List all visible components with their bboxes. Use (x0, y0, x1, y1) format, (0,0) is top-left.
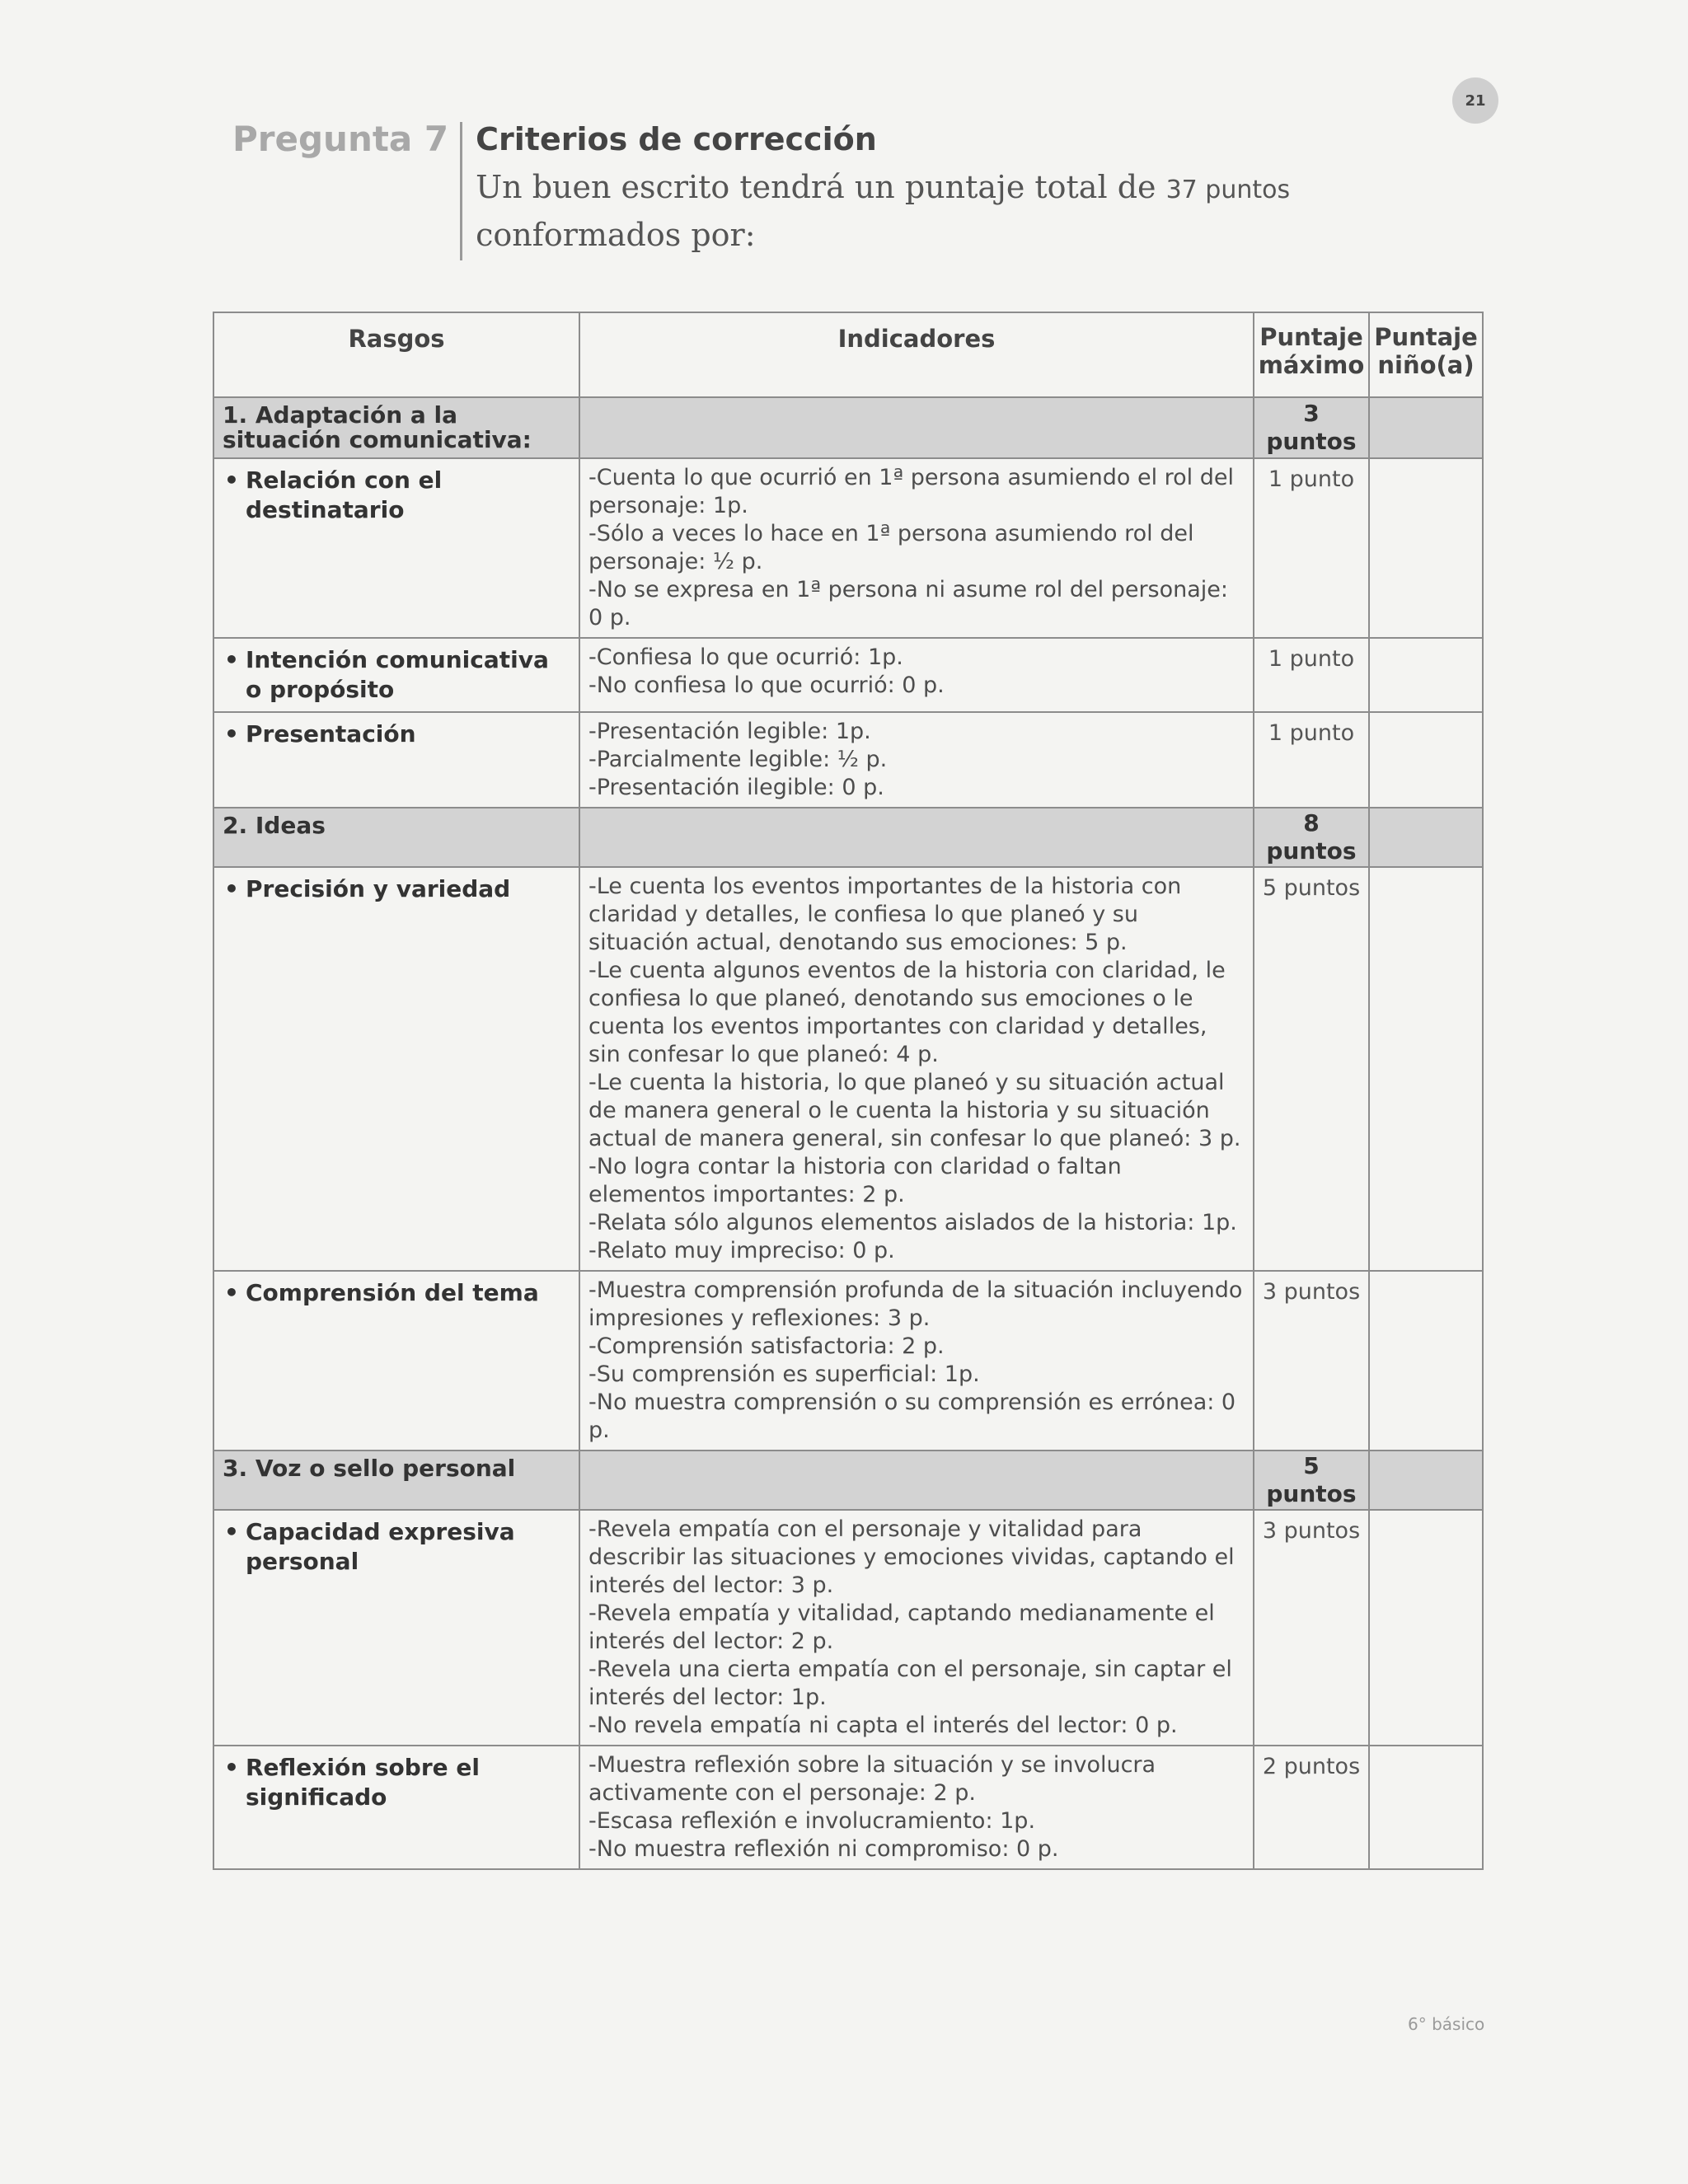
indicator-line: -Comprensión satisfactoria: 2 p. (588, 1333, 945, 1359)
header-row (213, 312, 1483, 397)
bullet-icon: • (224, 1279, 239, 1306)
indicator-line: -Presentación legible: 1p. (588, 719, 871, 744)
indicator-line: -Parcialmente legible: ½ p. (588, 747, 888, 772)
section-max-points: 8 puntos (1254, 808, 1369, 867)
child-score-cell (1369, 1510, 1483, 1746)
indicator-line: -Relato muy impreciso: 0 p. (588, 1238, 895, 1263)
indicators-cell (579, 867, 1254, 1271)
indicators-cell (579, 638, 1254, 712)
question-header (232, 114, 1300, 260)
indicator-line: -Su comprensión es superficial: 1p. (588, 1361, 980, 1387)
page-number: 21 (1452, 77, 1498, 124)
trait-label: Capacidad expresiva personal (246, 1518, 515, 1575)
bullet-icon: • (224, 720, 239, 748)
indicator-line: -Muestra reflexión sobre la situación y se involucra activamente con el personaje: 2 p. (588, 1752, 1156, 1806)
trait-cell (213, 1510, 579, 1746)
indicator-line: -No confiesa lo que ocurrió: 0 p. (588, 673, 945, 698)
bullet-icon: • (224, 1754, 239, 1781)
child-score-cell (1369, 1746, 1483, 1869)
indicator-line: -No muestra comprensión o su comprensión es errónea: 0 p. (588, 1390, 1236, 1443)
trait-max-points: 1 punto (1254, 712, 1369, 808)
trait-row (213, 1746, 1483, 1869)
indicator-line: -No se expresa en 1ª persona ni asume rol del personaje: 0 p. (588, 577, 1228, 630)
question-label: Pregunta 7 (232, 119, 449, 159)
child-score-cell (1369, 712, 1483, 808)
trait-row (213, 638, 1483, 712)
indicator-line: -Le cuenta los eventos importantes de la historia con claridad y detalles, le confiesa lo que planeó y su situación actual, denotando sus emociones: 5 p. (588, 874, 1182, 955)
section-child-score (1369, 1451, 1483, 1510)
trait-cell (213, 712, 579, 808)
indicators-cell (579, 458, 1254, 638)
section-label: 1. Adaptación a la situación comunicativa: (213, 397, 579, 458)
child-score-cell (1369, 867, 1483, 1271)
trait-label: Precisión y variedad (246, 875, 511, 902)
trait-max-points: 1 punto (1254, 638, 1369, 712)
bullet-icon: • (224, 466, 239, 494)
bullet-icon: • (224, 1518, 239, 1545)
indicator-line: -Relata sólo algunos elementos aislados de la historia: 1p. (588, 1210, 1237, 1235)
section-row (213, 808, 1483, 867)
subtitle-end: conformados por: (476, 217, 756, 253)
indicators-cell (579, 1271, 1254, 1451)
rubric-body (213, 397, 1483, 1869)
section-child-score (1369, 808, 1483, 867)
child-score-cell (1369, 458, 1483, 638)
trait-row (213, 458, 1483, 638)
indicators-cell (579, 1510, 1254, 1746)
indicators-cell (579, 712, 1254, 808)
trait-cell (213, 867, 579, 1271)
trait-label: Comprensión del tema (246, 1279, 539, 1306)
section-row (213, 1451, 1483, 1510)
header-text (462, 114, 1300, 257)
trait-max-points: 3 puntos (1254, 1271, 1369, 1451)
trait-label: Reflexión sobre el significado (246, 1754, 480, 1811)
indicator-line: -Revela empatía con el personaje y vitalidad para describir las situaciones y emociones vividas, captando el interés del lector: 3 p. (588, 1516, 1235, 1598)
indicator-line: -Presentación ilegible: 0 p. (588, 775, 884, 800)
trait-label: Relación con el destinatario (246, 466, 443, 523)
indicator-line: -Sólo a veces lo hace en 1ª persona asumiendo rol del personaje: ½ p. (588, 521, 1194, 574)
section-label: 3. Voz o sello personal (213, 1451, 579, 1510)
section-indicators-empty (579, 397, 1254, 458)
section-max-points: 3 puntos (1254, 397, 1369, 458)
trait-cell (213, 458, 579, 638)
subtitle-text: Un buen escrito tendrá un puntaje total de (476, 169, 1166, 205)
indicator-line: -Cuenta lo que ocurrió en 1ª persona asumiendo el rol del personaje: 1p. (588, 465, 1235, 518)
indicator-line: -Le cuenta la historia, lo que planeó y su situación actual de manera general o le cuenta la historia y su situación actual de manera general, sin confesar lo que planeó: 3 p. (588, 1070, 1241, 1151)
indicator-line: -Revela una cierta empatía con el personaje, sin captar el interés del lector: 1p. (588, 1657, 1232, 1710)
trait-max-points: 5 puntos (1254, 867, 1369, 1271)
section-label: 2. Ideas (213, 808, 579, 867)
header-max-points: Puntaje máximo (1254, 312, 1369, 397)
indicator-line: -Confiesa lo que ocurrió: 1p. (588, 644, 903, 670)
indicator-line: -Revela empatía y vitalidad, captando medianamente el interés del lector: 2 p. (588, 1601, 1215, 1654)
indicator-line: -Muestra comprensión profunda de la situación incluyendo impresiones y reflexiones: 3 p. (588, 1277, 1243, 1331)
criteria-subtitle (476, 165, 1300, 257)
rubric-table (213, 312, 1484, 1870)
child-score-cell (1369, 638, 1483, 712)
footer-grade: 6° básico (1408, 2014, 1485, 2034)
indicators-cell (579, 1746, 1254, 1869)
criteria-title: Criterios de corrección (476, 121, 877, 157)
indicator-line: -Le cuenta algunos eventos de la historia con claridad, le confiesa lo que planeó, denotando sus emociones o le cuenta los eventos importantes con claridad y detalles, sin confesar lo que planeó: 4 p. (588, 958, 1226, 1067)
trait-row (213, 712, 1483, 808)
section-max-points: 5 puntos (1254, 1451, 1369, 1510)
section-indicators-empty (579, 808, 1254, 867)
trait-max-points: 3 puntos (1254, 1510, 1369, 1746)
indicator-line: -No logra contar la historia con claridad o faltan elementos importantes: 2 p. (588, 1154, 1122, 1207)
section-child-score (1369, 397, 1483, 458)
trait-row (213, 867, 1483, 1271)
header-indicators: Indicadores (579, 312, 1254, 397)
child-score-cell (1369, 1271, 1483, 1451)
trait-max-points: 2 puntos (1254, 1746, 1369, 1869)
trait-cell (213, 638, 579, 712)
trait-label: Presentación (246, 720, 416, 748)
trait-row (213, 1510, 1483, 1746)
header-child-points: Puntaje niño(a) (1369, 312, 1483, 397)
trait-cell (213, 1746, 579, 1869)
trait-label: Intención comunicativa o propósito (246, 646, 549, 703)
trait-cell (213, 1271, 579, 1451)
header-traits: Rasgos (213, 312, 579, 397)
trait-row (213, 1271, 1483, 1451)
indicator-line: -No revela empatía ni capta el interés del lector: 0 p. (588, 1713, 1178, 1738)
bullet-icon: • (224, 646, 239, 673)
indicator-line: -No muestra reflexión ni compromiso: 0 p. (588, 1836, 1059, 1862)
total-points: 37 puntos (1165, 176, 1291, 204)
trait-max-points: 1 punto (1254, 458, 1369, 638)
bullet-icon: • (224, 875, 239, 902)
indicator-line: -Escasa reflexión e involucramiento: 1p. (588, 1808, 1036, 1834)
section-row (213, 397, 1483, 458)
section-indicators-empty (579, 1451, 1254, 1510)
